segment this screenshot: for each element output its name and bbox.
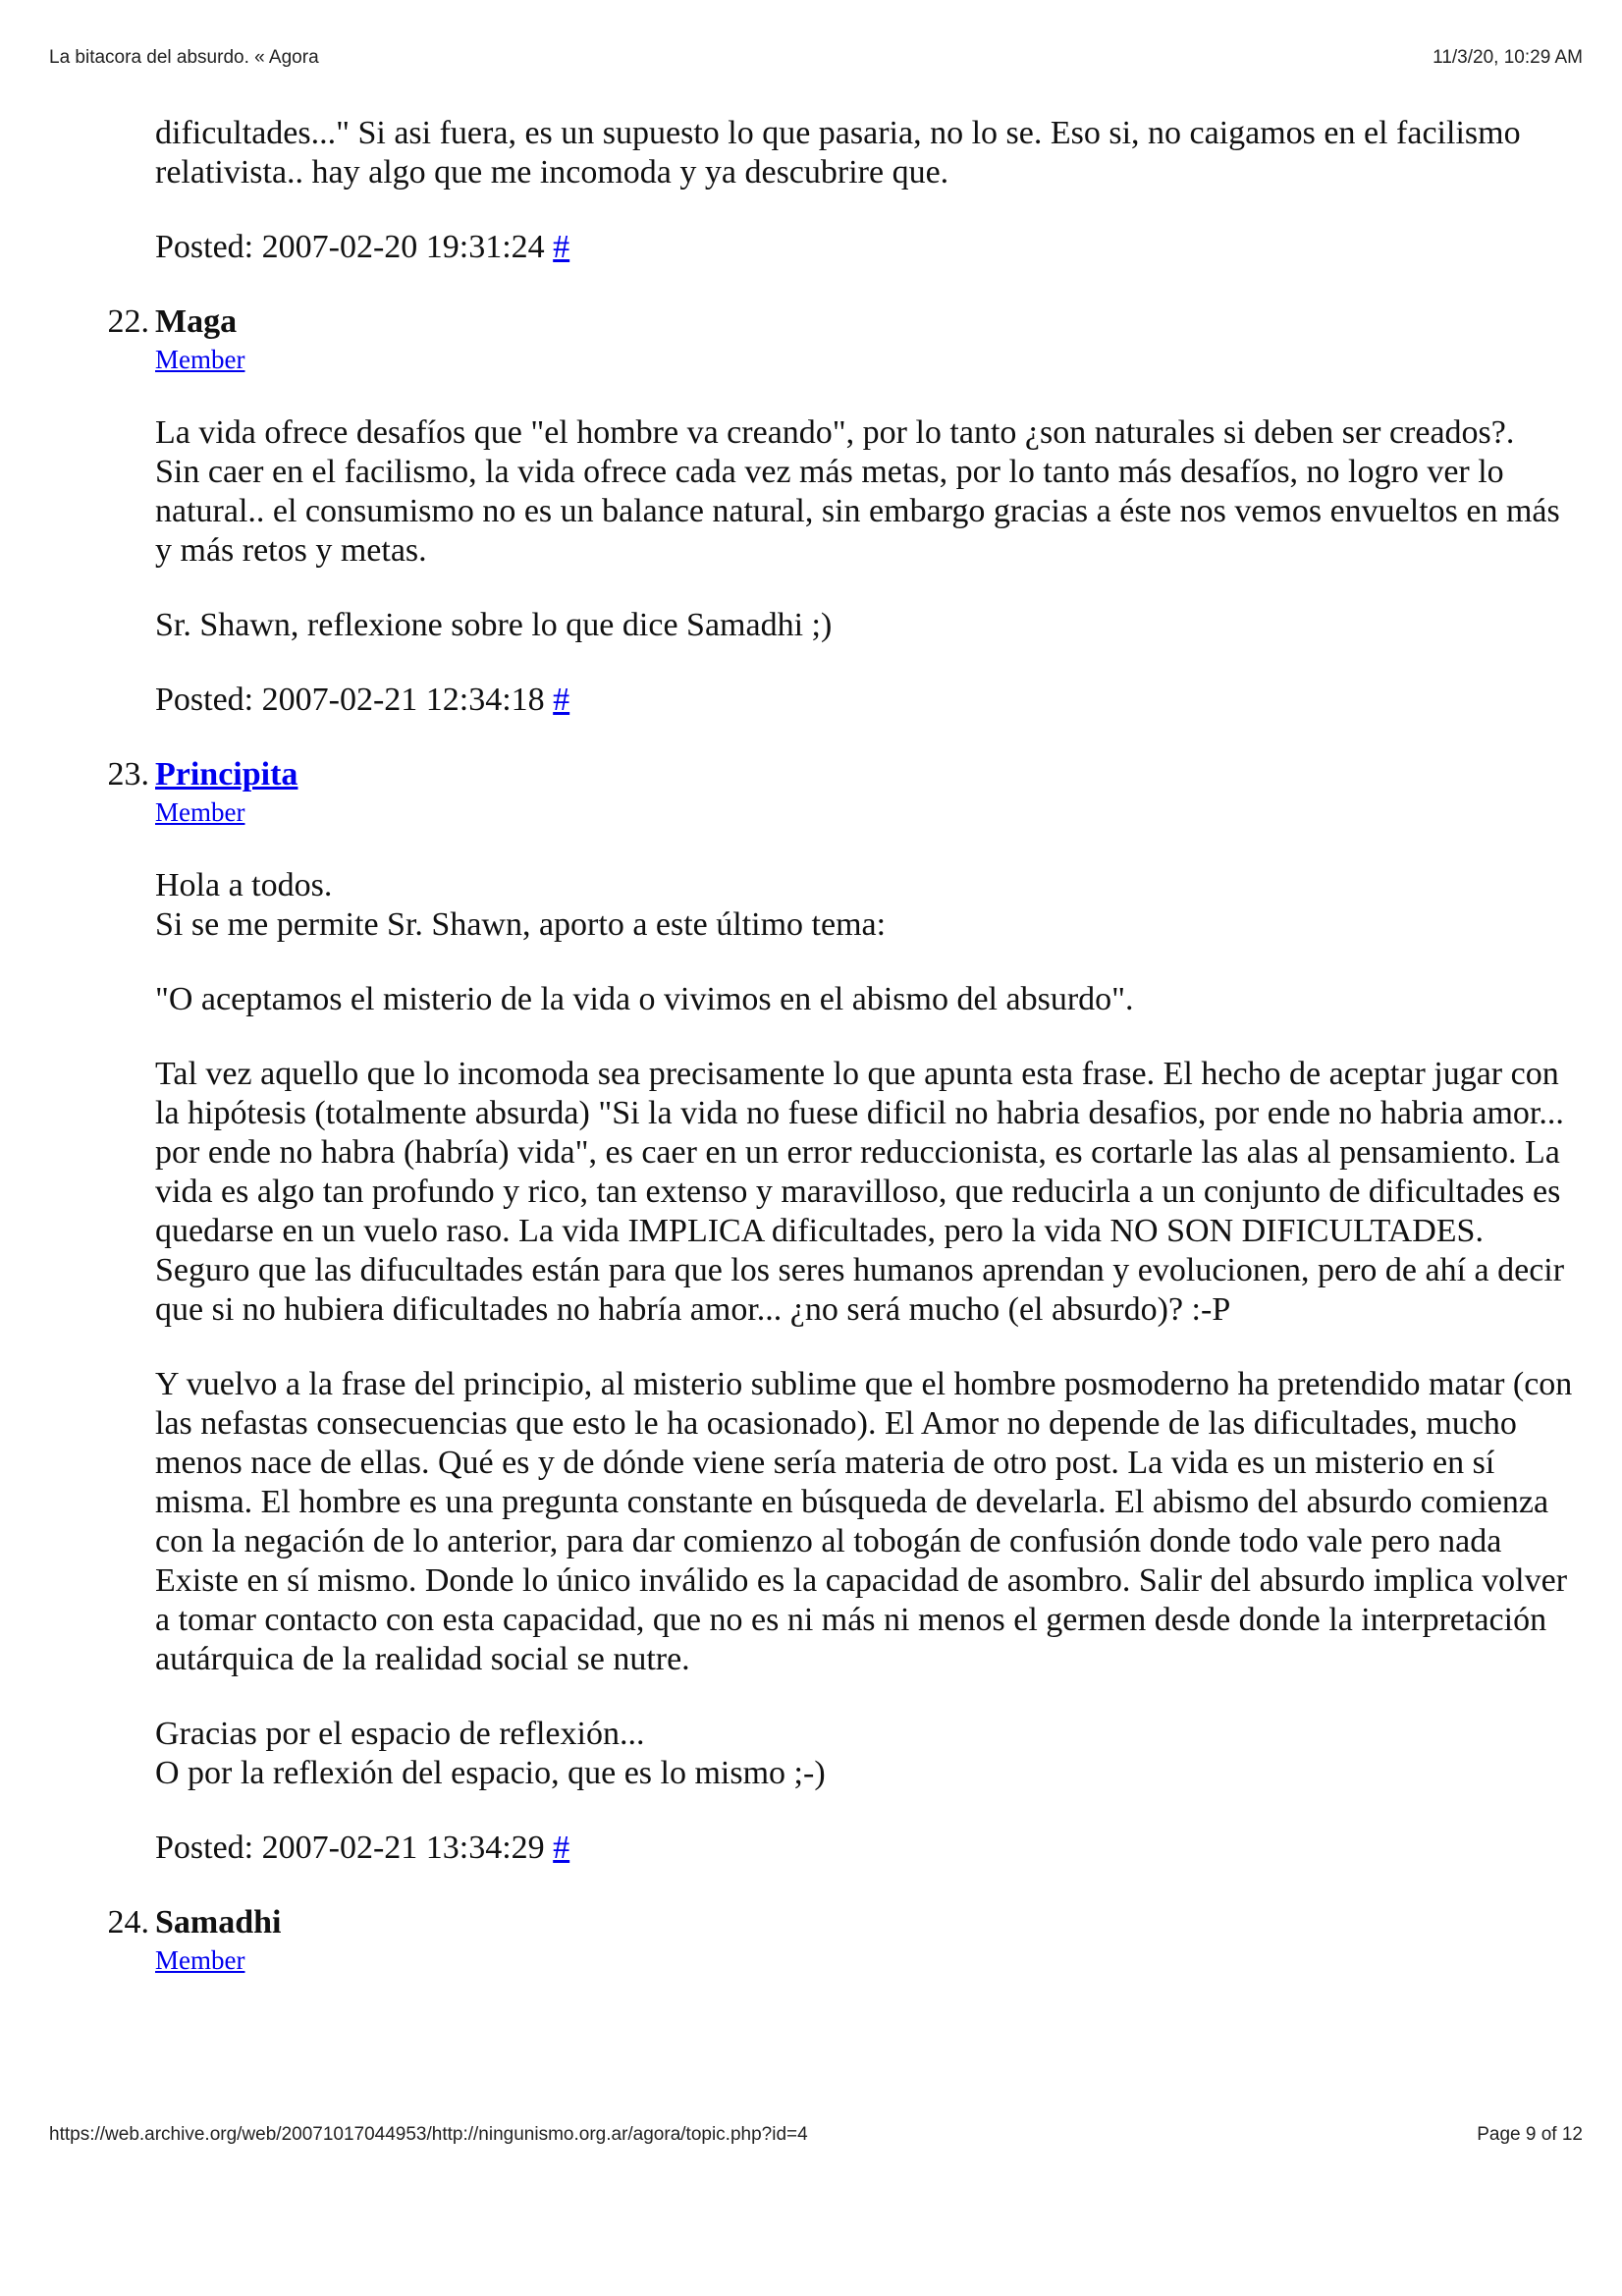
- comment-line: Sin caer en el facilismo, la vida ofrece cada vez más metas, por lo tanto más desafíos, no logro ver lo natural.. el consumismo no es un balance natural, sin embargo gracias a éste nos vemos envueltos en más y más retos y metas.: [155, 454, 1560, 569]
- comment-paragraph: [155, 1715, 1574, 1793]
- comments-content: [107, 114, 1574, 2014]
- author-profile-link[interactable]: Principita: [155, 756, 298, 793]
- comment-paragraph: [155, 413, 1574, 571]
- posted-line: [155, 228, 1574, 267]
- page-title: La bitacora del absurdo. « Agora: [49, 47, 319, 68]
- comment-line: Si se me permite Sr. Shawn, aporto a este último tema:: [155, 906, 887, 943]
- print-url: https://web.archive.org/web/20071017044953/http://ningunismo.org.ar/agora/topic.php?id=4: [49, 2124, 808, 2145]
- posted-line: [155, 681, 1574, 720]
- page-number: Page 9 of 12: [1477, 2124, 1583, 2145]
- comment-line: Gracias por el espacio de reflexión...: [155, 1716, 645, 1752]
- comment-line: "O aceptamos el misterio de la vida o vivimos en el abismo del absurdo".: [155, 981, 1134, 1017]
- print-header: [49, 47, 1583, 69]
- comment-paragraph: dificultades..." Si asi fuera, es un supuesto lo que pasaria, no lo se. Eso si, no caigamos en el facilismo relativista.. hay algo que me incomoda y ya descubrire que.: [155, 115, 1521, 191]
- comment-line: Y vuelvo a la frase del principio, al misterio sublime que el hombre posmoderno ha pretendido matar (con las nefastas consecuencias que esto le ha ocasionado). El Amor no depende de las dificultades, mucho menos nace de ellas. Qué es y de dónde viene sería materia de otro post. La vida es un misterio en sí misma. El hombre es una pregunta constante en búsqueda de develarla. El abismo del absurdo comienza con la negación de lo anterior, para dar comienzo al tobogán de confusión donde todo vale pero nada Existe en sí mismo. Donde lo único inválido es la capacidad de asombro. Salir del absurdo implica volver a tomar contacto con esta capacidad, que no es ni más ni menos el germen desde donde la interpretación autárquica de la realidad social se nutre.: [155, 1366, 1573, 1677]
- comment-line: Sr. Shawn, reflexione sobre lo que dice Samadhi ;): [155, 607, 833, 643]
- comment-paragraph: [155, 1055, 1574, 1330]
- posted-timestamp: Posted: 2007-02-21 13:34:29: [155, 1830, 545, 1866]
- comment-author: [155, 755, 1574, 794]
- print-datetime: 11/3/20, 10:29 AM: [1433, 47, 1583, 68]
- comment-paragraph: [155, 1365, 1574, 1679]
- author-role-link[interactable]: Member: [155, 345, 245, 374]
- posted-line: [155, 1829, 1574, 1868]
- author-role-link[interactable]: Member: [155, 1945, 245, 1975]
- comment-paragraph: [155, 980, 1574, 1019]
- comment-paragraph: [155, 866, 1574, 945]
- comment-item: [107, 755, 1574, 1868]
- print-footer: [49, 2124, 1583, 2146]
- comment-line: Tal vez aquello que lo incomoda sea precisamente lo que apunta esta frase. El hecho de aceptar jugar con la hipótesis (totalmente absurda) "Si la vida no fuese dificil no habria desafios, por ende no habria amor... por ende no habra (habría) vida", es caer en un error reduccionista, es cortarle las alas al pensamiento. La vida es algo tan profundo y rico, tan extenso y maravilloso, que reducirla a un conjunto de dificultades es quedarse en un vuelo raso. La vida IMPLICA dificultades, pero la vida NO SON DIFICULTADES. Seguro que las difucultades están para que los seres humanos aprendan y evolucionen, pero de ahí a decir que si no hubiera dificultades no habría amor... ¿no será mucho (el absurdo)? :-P: [155, 1056, 1565, 1328]
- comment-number: 24.: [107, 1904, 149, 1941]
- comment-number: 22.: [107, 303, 149, 340]
- author-role-link[interactable]: Member: [155, 797, 245, 827]
- comment-line: Hola a todos.: [155, 867, 333, 903]
- comment-author: Maga: [155, 303, 238, 340]
- comment-line: La vida ofrece desafíos que "el hombre va creando", por lo tanto ¿son naturales si deben ser creados?.: [155, 414, 1515, 451]
- comment-item: [107, 302, 1574, 720]
- comment-author: Samadhi: [155, 1904, 282, 1941]
- permalink[interactable]: #: [553, 229, 570, 265]
- comment-item: [107, 1903, 1574, 1978]
- comment-paragraph: [155, 606, 1574, 645]
- posted-timestamp: Posted: 2007-02-21 12:34:18: [155, 682, 545, 718]
- posted-timestamp: Posted: 2007-02-20 19:31:24: [155, 229, 545, 265]
- permalink[interactable]: #: [553, 682, 570, 718]
- permalink[interactable]: #: [553, 1830, 570, 1866]
- comment-number: 23.: [107, 756, 149, 793]
- comment-line: O por la reflexión del espacio, que es lo mismo ;-): [155, 1755, 826, 1791]
